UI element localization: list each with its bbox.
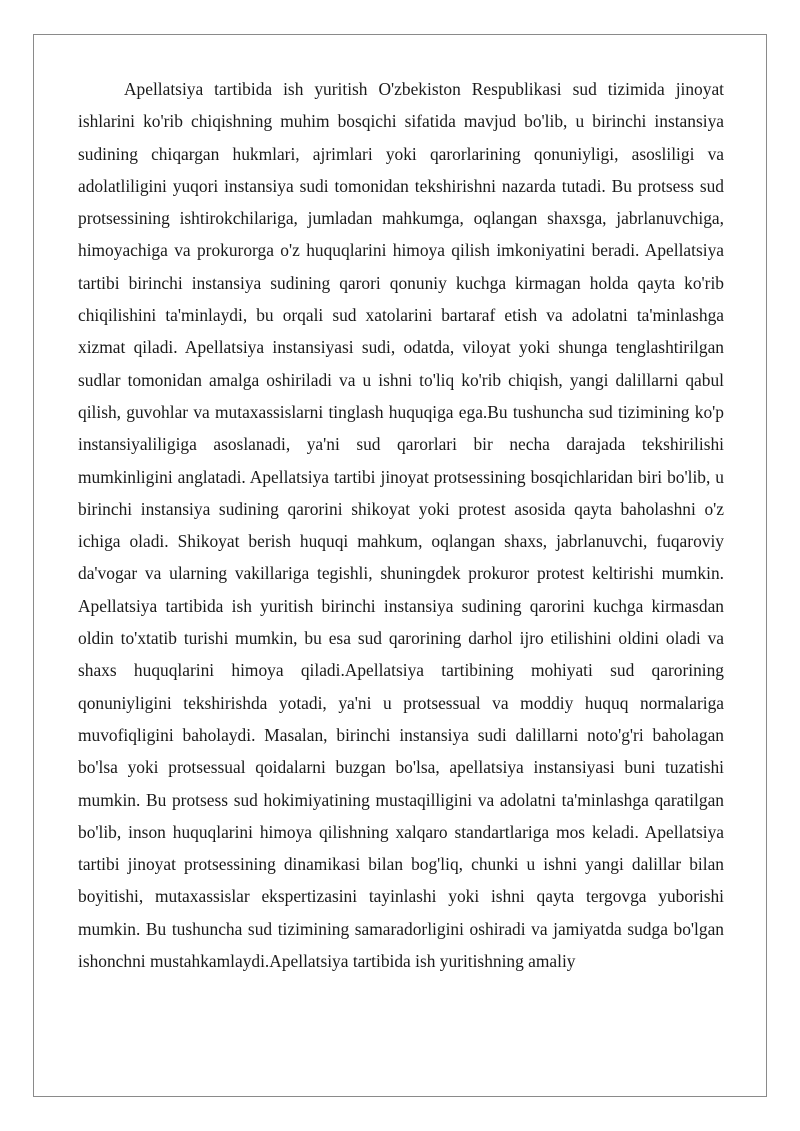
body-paragraph: Apellatsiya tartibida ish yuritish O'zbekiston Respublikasi sud tizimida jinoyat ishlarini ko'rib chiqishning muhim bosqichi sifatida mavjud bo'lib, u birinchi instansiya sudining chiqargan hukmlari, ajrimlari yoki qarorlarining qonuniyligi, asosliligi va adolatliligini yuqori instansiya sudi tomonidan tekshirishni nazarda tutadi. Bu protsess sud protsessining ishtirokchilariga, jumladan mahkumga, oqlangan shaxsga, jabrlanuvchiga, himoyachiga va prokurorga o'z huquqlarini himoya qilish imkoniyatini beradi. Apellatsiya tartibi birinchi instansiya sudining qarori qonuniy kuchga kirmagan holda qayta ko'rib chiqilishini ta'minlaydi, bu orqali sud xatolarini bartaraf etish va adolatni ta'minlashga xizmat qiladi. Apellatsiya instansiyasi sudi, odatda, viloyat yoki shunga tenglashtirilgan sudlar tomonidan amalga oshiriladi va u ishni to'liq ko'rib chiqish, yangi dalillarni qabul qilish, guvohlar va mutaxassislarni tinglash huquqiga ega.Bu tushuncha sud tizimining ko'p instansiyaliligiga asoslanadi, ya'ni sud qarorlari bir necha darajada tekshirilishi mumkinligini anglatadi. Apellatsiya tartibi jinoyat protsessining bosqichlaridan biri bo'lib, u birinchi instansiya sudining qarorini shikoyat yoki protest asosida qayta baholashni o'z ichiga oladi. Shikoyat berish huquqi mahkum, oqlangan shaxs, jabrlanuvchi, fuqaroviy da'vogar va ularning vakillariga tegishli, shuningdek prokuror protest keltirishi mumkin. Apellatsiya tartibida ish yuritish birinchi instansiya sudining qarorini kuchga kirmasdan oldin to'xtatib turishi mumkin, bu esa sud qarorining darhol ijro etilishini oldini oladi va shaxs huquqlarini himoya qiladi.Apellatsiya tartibining mohiyati sud qarorining qonuniyligini tekshirishda yotadi, ya'ni u protsessual va moddiy huquq normalariga muvofiqligini baholaydi. Masalan, birinchi instansiya sudi dalillarni noto'g'ri baholagan bo'lsa yoki protsessual qoidalarni buzgan bo'lsa, apellatsiya instansiyasi buni tuzatishi mumkin. Bu protsess sud hokimiyatining mustaqilligini va adolatni ta'minlashga qaratilgan bo'lib, inson huquqlarini himoya qilishning xalqaro standartlariga mos keladi. Apellatsiya tartibi jinoyat protsessining dinamikasi bilan bog'liq, chunki u ishni yangi dalillar bilan boyitishi, mutaxassislar ekspertizasini tayinlashi yoki ishni qayta tergovga yuborishi mumkin. Bu tushuncha sud tizimining samaradorligini oshiradi va jamiyatda sudga bo'lgan ishonchni mustahkamlaydi.Apellatsiya tartibida ish yuritishning amaliy [78,79,724,972]
